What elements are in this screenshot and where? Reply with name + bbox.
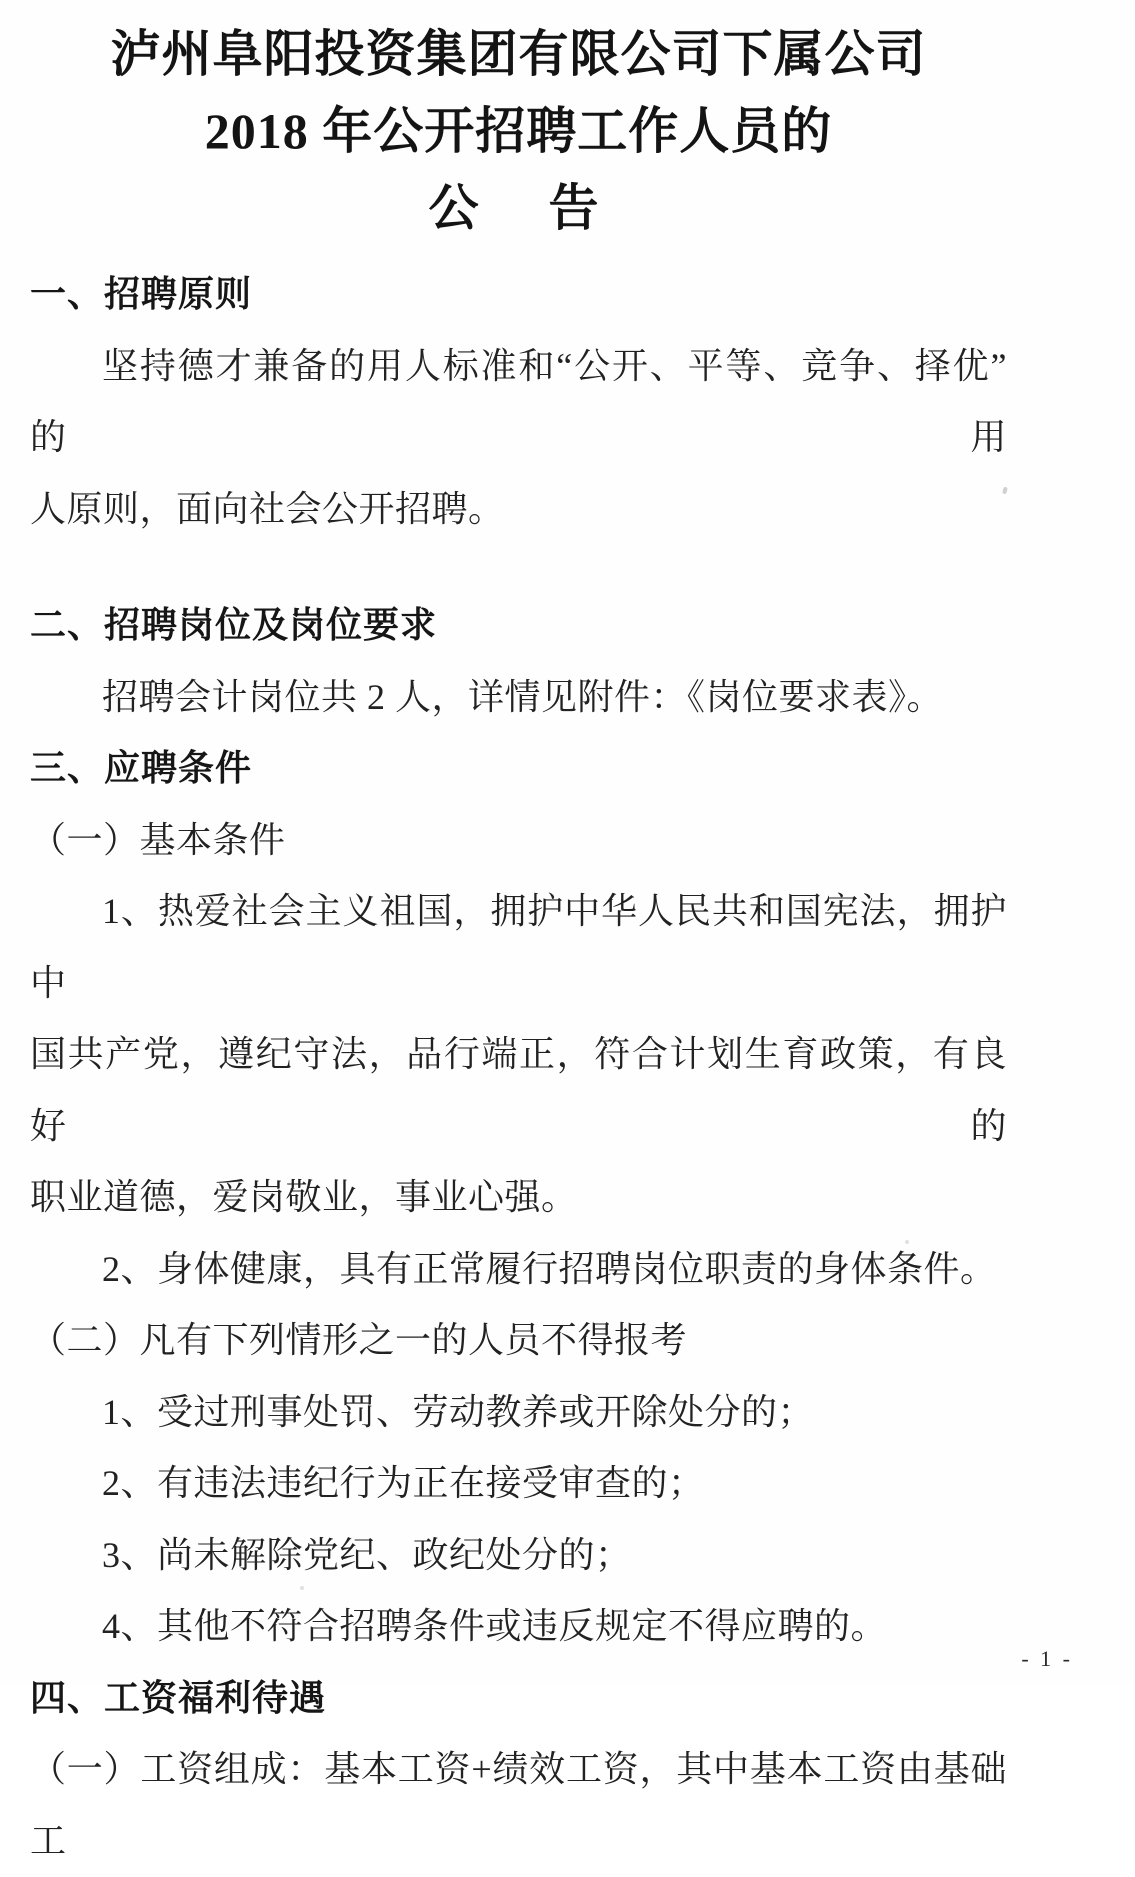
page-number: - 1 - [1021, 1646, 1073, 1671]
subsection-salary-composition: （一）工资组成：基本工资+绩效工资，其中基本工资由基础工 [30, 1749, 1007, 1861]
document-body [30, 259, 1007, 1877]
condition-item-1-line-3: 职业道德，爱岗敬业，事业心强。 [30, 1177, 578, 1217]
scan-speck [300, 1586, 304, 1590]
section-heading-1: 一、招聘原则 [30, 274, 253, 314]
disqualification-item-3: 3、尚未解除党纪、政纪处分的； [102, 1534, 632, 1575]
disqualification-item-4: 4、其他不符合招聘条件或违反规定不得应聘的。 [102, 1606, 888, 1646]
condition-item-1-line-1: 1、热爱社会主义祖国，拥护中华人民共和国宪法，拥护中 [30, 891, 1007, 1003]
section-heading-4: 四、工资福利待遇 [30, 1677, 327, 1718]
section-heading-3: 三、应聘条件 [30, 748, 253, 788]
scan-speck [905, 1240, 909, 1244]
subsection-basic-conditions: （一）基本条件 [30, 819, 286, 860]
paragraph-positions: 招聘会计岗位共 2 人，详情见附件：《岗位要求表》。 [102, 676, 944, 717]
document-title [30, 16, 1007, 247]
condition-item-1-line-2: 国共产党，遵纪守法，品行端正，符合计划生育政策，有良好的 [30, 1034, 1007, 1146]
paragraph-principles-2: 人原则，面向社会公开招聘。 [30, 488, 505, 529]
disqualification-item-2: 2、有违法违纪行为正在接受审查的； [102, 1463, 705, 1503]
title-line-1: 泸州阜阳投资集团有限公司下属公司 [110, 26, 927, 82]
section-heading-2: 二、招聘岗位及岗位要求 [30, 605, 438, 645]
disqualification-item-1: 1、受过刑事处罚、劳动教养或开除处分的； [102, 1391, 815, 1432]
title-line-2: 2018 年公开招聘工作人员的 [204, 103, 833, 159]
paragraph-principles-1: 坚持德才兼备的用人标准和“公开、平等、竞争、择优”的用 [30, 345, 1007, 457]
subsection-disqualifications: （二）凡有下列情形之一的人员不得报考 [30, 1320, 688, 1360]
condition-item-2: 2、身体健康，具有正常履行招聘岗位职责的身体条件。 [102, 1248, 997, 1289]
title-line-3: 公 告 [428, 180, 609, 236]
